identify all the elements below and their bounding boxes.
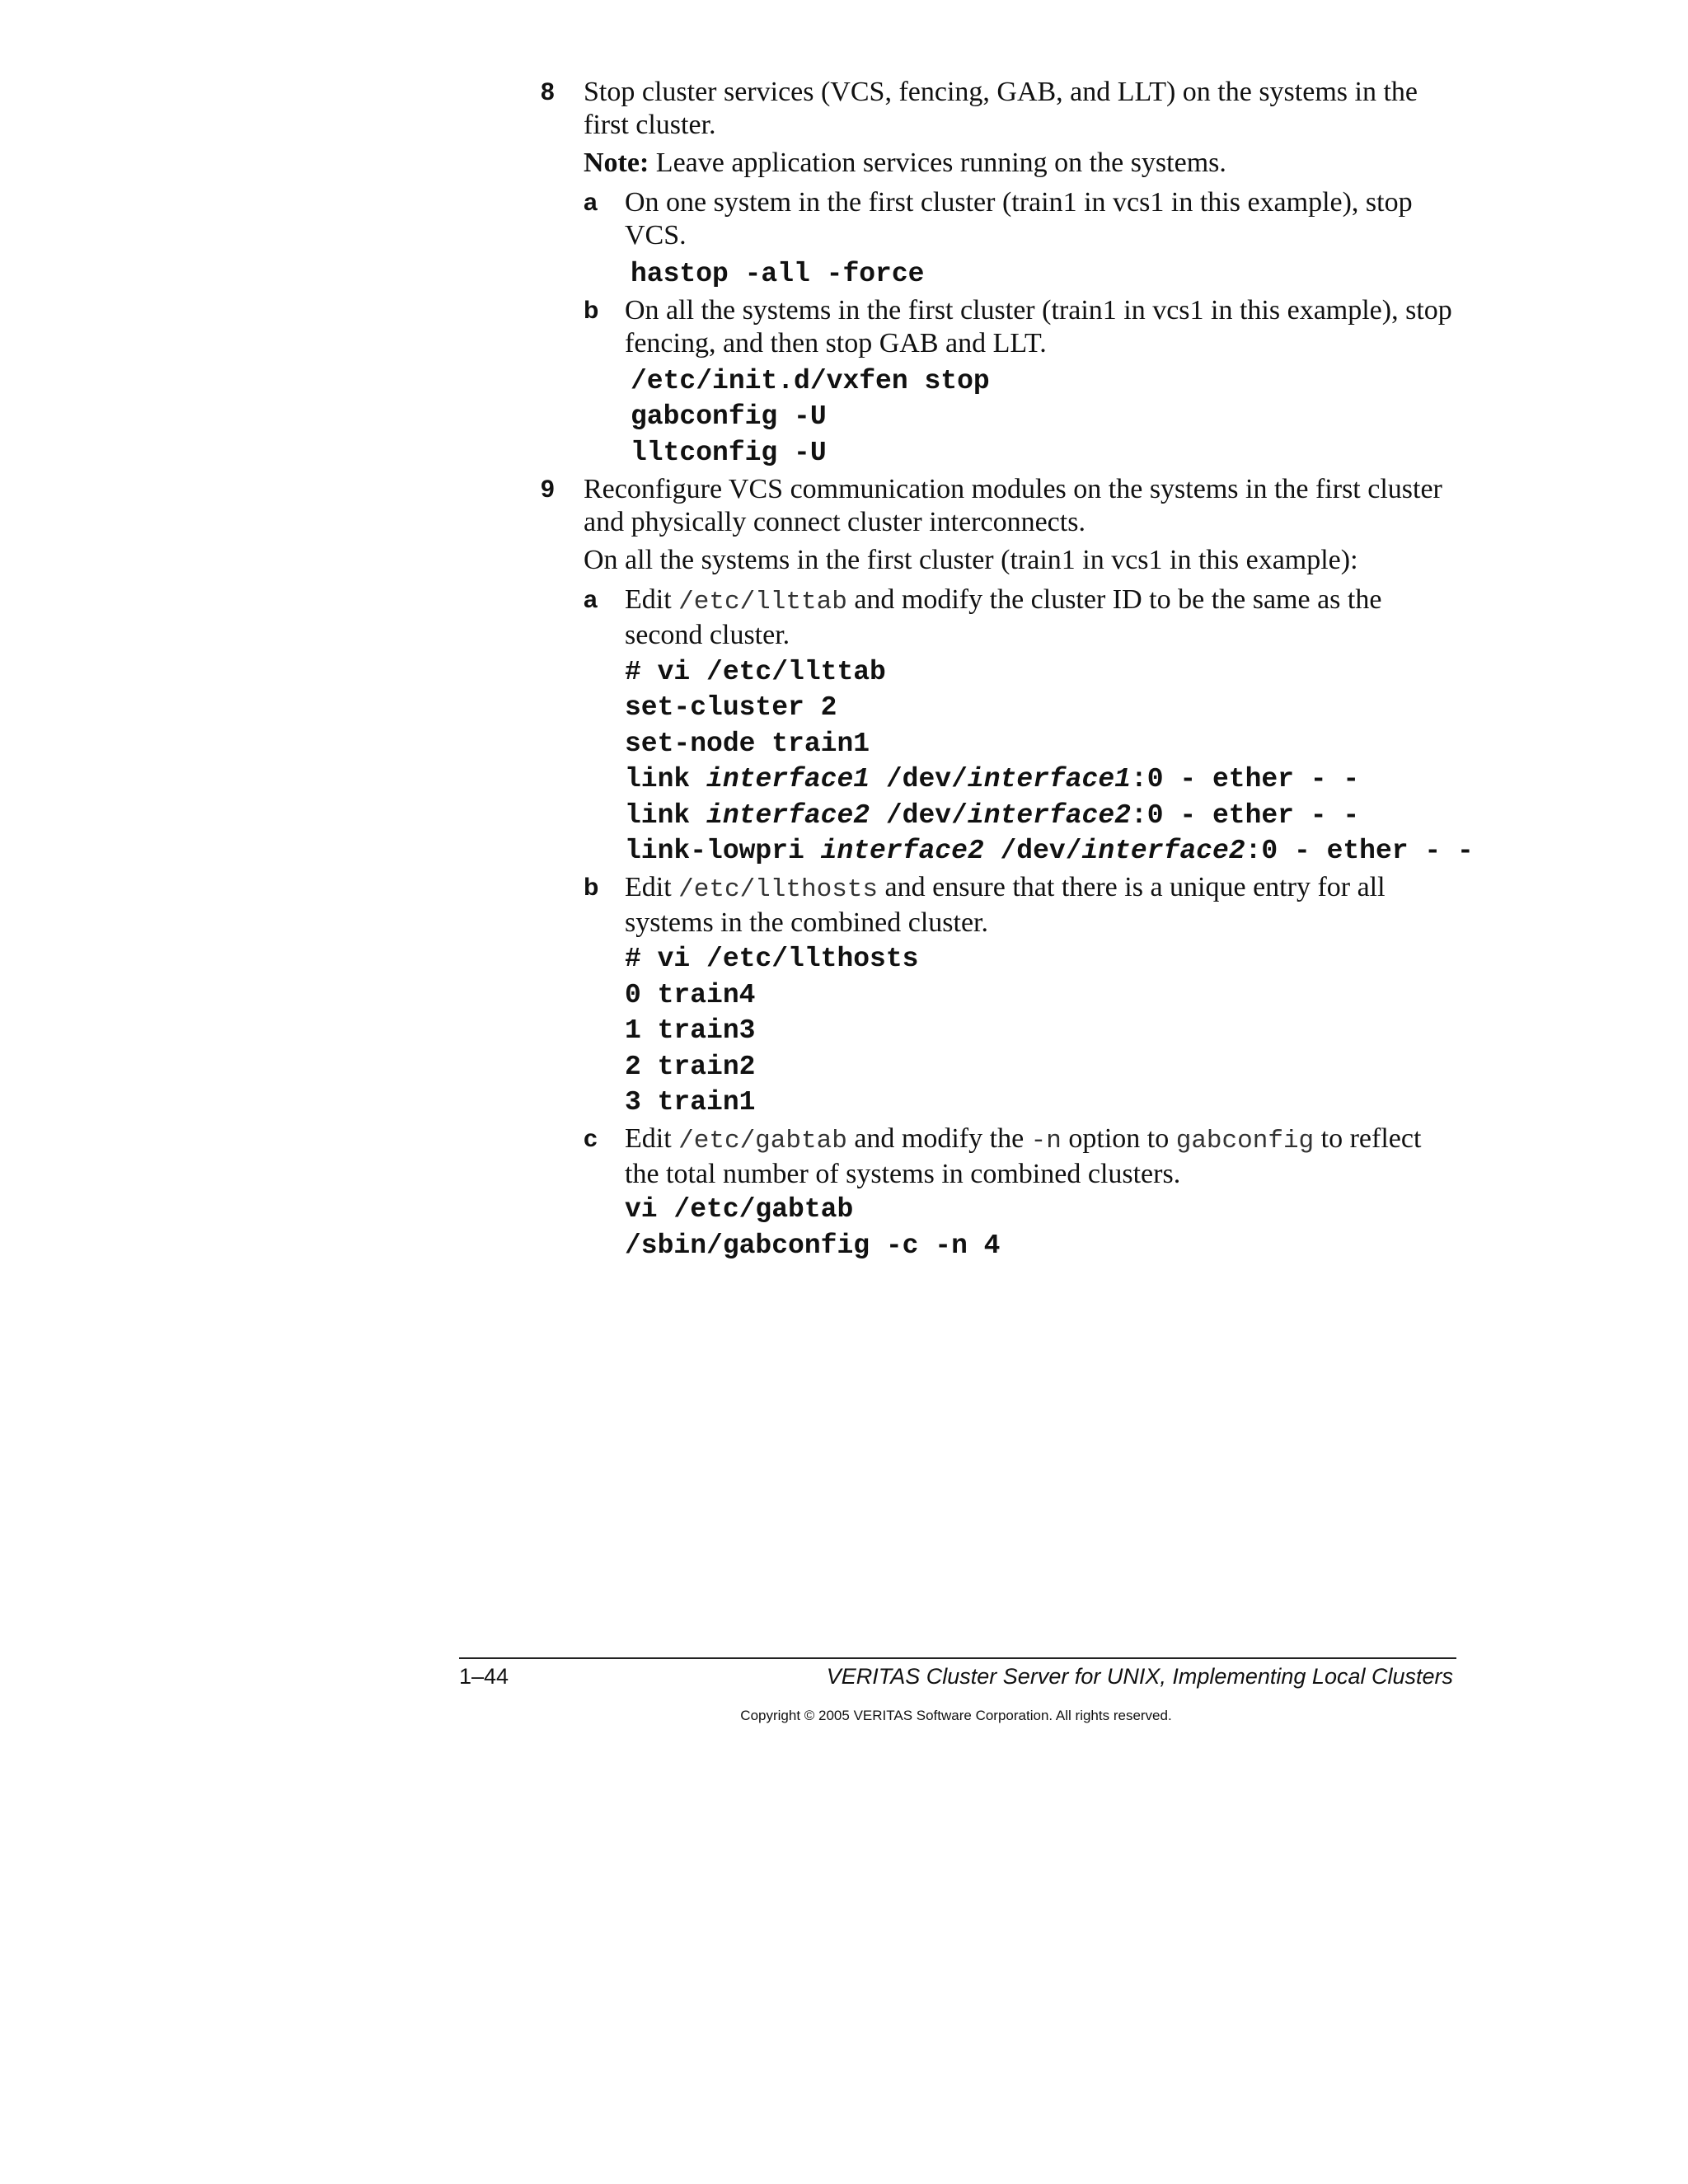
substep-text	[625, 1122, 1461, 1191]
code-line: lltconfig -U	[631, 438, 827, 468]
code-line: /sbin/gabconfig -c -n 4	[625, 1230, 1001, 1261]
substep-letter: a	[584, 189, 598, 216]
note-label: Note:	[584, 148, 649, 178]
code-line: hastop -all -force	[631, 259, 925, 289]
copyright-notice: Copyright © 2005 VERITAS Software Corporation. All rights reserved.	[740, 1708, 1172, 1723]
code-segment: /dev/	[983, 836, 1082, 866]
text-segment: Edit	[625, 1123, 679, 1154]
step-number: 8	[541, 78, 555, 105]
code-variable: interface2	[1081, 836, 1245, 866]
code-segment: :0 - ether - -	[1245, 836, 1474, 866]
substep-text	[625, 583, 1461, 652]
code-variable: interface2	[706, 800, 870, 831]
substep-letter: b	[584, 874, 599, 901]
code-line: gabconfig -U	[631, 401, 827, 432]
code-line	[625, 799, 1359, 832]
option-flag: -n	[1030, 1127, 1062, 1155]
code-variable: interface1	[967, 764, 1131, 794]
text-segment: to reflect the total number of systems in combined clusters.	[625, 1123, 1422, 1189]
code-line: set-cluster 2	[625, 692, 837, 723]
substep-letter: b	[584, 297, 599, 324]
code-segment: /dev/	[870, 800, 968, 831]
footer-title: VERITAS Cluster Server for UNIX, Implementing Local Clusters	[826, 1664, 1453, 1689]
file-path: /etc/gabtab	[678, 1127, 847, 1155]
substep-letter: a	[584, 586, 598, 613]
substep-text	[625, 871, 1461, 940]
footer-divider	[459, 1657, 1456, 1659]
code-line: 3 train1	[625, 1087, 756, 1118]
code-segment: link	[625, 764, 707, 794]
code-line: 1 train3	[625, 1015, 756, 1046]
text-segment: and modify the cluster ID to be the same as the second cluster.	[625, 584, 1382, 650]
substep-text: On all the systems in the first cluster (train1 in vcs1 in this example), stop fencing, and then stop GAB and LLT.	[625, 295, 1452, 359]
step-intro: On all the systems in the first cluster (train1 in vcs1 in this example):	[584, 545, 1358, 575]
code-segment: :0 - ether - -	[1130, 764, 1360, 794]
note-text: Leave application services running on the systems.	[649, 148, 1226, 178]
text-segment: and modify the	[846, 1123, 1031, 1154]
code-variable: interface1	[706, 764, 870, 794]
program-name: gabconfig	[1175, 1127, 1315, 1155]
code-line: 2 train2	[625, 1052, 756, 1082]
code-line: # vi /etc/llthosts	[625, 944, 919, 974]
code-line	[625, 835, 1474, 868]
file-path: /etc/llthosts	[678, 875, 879, 904]
text-segment: and ensure that there is a unique entry for all systems in the combined cluster.	[625, 872, 1386, 938]
code-segment: /dev/	[870, 764, 968, 794]
code-line: vi /etc/gabtab	[625, 1194, 854, 1225]
code-line	[625, 763, 1359, 796]
step-text: Stop cluster services (VCS, fencing, GAB, and LLT) on the systems in the first cluster.	[584, 77, 1418, 140]
code-segment: link	[625, 800, 707, 831]
text-segment: Edit	[625, 872, 679, 902]
text-segment: Edit	[625, 584, 679, 615]
code-line: /etc/init.d/vxfen stop	[631, 366, 990, 396]
step-number: 9	[541, 476, 555, 503]
note	[584, 147, 1461, 180]
code-segment: :0 - ether - -	[1130, 800, 1360, 831]
substep-text: On one system in the first cluster (train1 in vcs1 in this example), stop VCS.	[625, 187, 1413, 251]
code-variable: interface2	[820, 836, 984, 866]
step-text: Reconfigure VCS communication modules on the systems in the first cluster and physically connect cluster interconnects.	[584, 474, 1442, 537]
code-segment: link-lowpri	[625, 836, 821, 866]
code-line: # vi /etc/llttab	[625, 657, 886, 687]
code-line: 0 train4	[625, 980, 756, 1010]
file-path: /etc/llttab	[678, 588, 847, 616]
substep-letter: c	[584, 1125, 598, 1152]
code-line: set-node train1	[625, 729, 870, 759]
text-segment: option to	[1061, 1123, 1176, 1154]
code-variable: interface2	[967, 800, 1131, 831]
page-number: 1–44	[459, 1664, 509, 1689]
